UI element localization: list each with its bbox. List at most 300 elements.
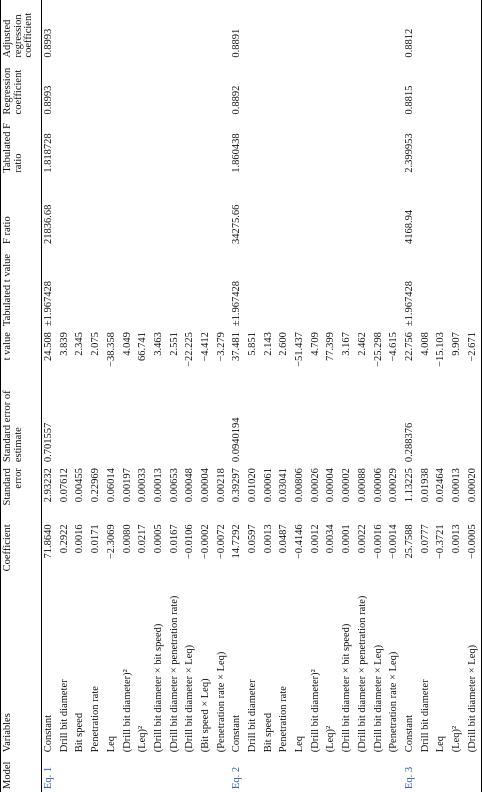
t-value-cell: 22.756 <box>403 332 415 361</box>
f-ratio-cell <box>214 176 230 247</box>
tabulated-t-value-cell <box>120 247 136 329</box>
standard-error-cell: 0.39297 <box>231 468 243 503</box>
tabulated-f-ratio-cell <box>308 117 324 175</box>
t-value-cell: 4.049 <box>121 332 133 356</box>
tabulated-f-ratio-cell <box>434 117 450 175</box>
t-value-cell: 2.600 <box>278 332 290 356</box>
model-cell: Eq. 3 <box>403 766 415 789</box>
table-row <box>120 0 136 792</box>
standard-error-of-estimate-cell <box>245 385 261 465</box>
f-ratio-cell <box>104 176 120 247</box>
coefficient-cell: 0.0001 <box>341 524 353 554</box>
standard-error-of-estimate-cell <box>418 385 434 465</box>
variable-cell: (Drill bit diameter × Leq) <box>372 644 384 753</box>
adjusted-regression-coefficient-cell <box>73 0 89 61</box>
adjusted-regression-coefficient-cell <box>136 0 152 61</box>
tabulated-t-value-cell <box>340 247 356 329</box>
regression-coefficient-cell <box>198 61 214 118</box>
coefficient-cell: 0.0013 <box>262 524 274 554</box>
tabulated-t-value-cell <box>449 247 465 329</box>
variable-cell: Drill bit diameter <box>419 679 431 753</box>
table-row <box>434 0 450 792</box>
coefficient-cell: 0.0013 <box>450 524 462 554</box>
standard-error-of-estimate-cell <box>198 385 214 465</box>
adjusted-regression-coefficient-cell <box>465 0 481 61</box>
f-ratio-cell <box>261 176 277 247</box>
tabulated-f-ratio-cell: 1.818728 <box>43 133 55 173</box>
coefficient-cell: −0.0005 <box>466 524 478 560</box>
adjusted-regression-coefficient-cell <box>214 0 230 61</box>
variable-cell: Leq <box>294 735 306 753</box>
table-row <box>308 0 324 792</box>
standard-error-cell: 2.93232 <box>43 468 55 503</box>
tabulated-t-value-cell <box>277 247 293 329</box>
regression-coefficient-cell <box>308 61 324 118</box>
standard-error-cell: 0.03041 <box>278 468 290 503</box>
standard-error-of-estimate-cell <box>104 385 120 465</box>
table-row <box>214 0 230 792</box>
f-ratio-cell <box>277 176 293 247</box>
standard-error-cell: 0.01938 <box>419 468 431 503</box>
regression-coefficient-cell <box>104 61 120 118</box>
adjusted-regression-coefficient-cell <box>151 0 167 61</box>
coefficient-cell: 0.0005 <box>152 524 164 554</box>
f-ratio-cell <box>198 176 214 247</box>
variable-cell: (Penetration rate × Leq) <box>215 651 227 753</box>
coefficient-cell: 0.0217 <box>137 524 149 554</box>
model-cell <box>387 755 403 792</box>
model-cell <box>418 755 434 792</box>
tabulated-t-value-cell <box>151 247 167 329</box>
tabulated-f-ratio-cell <box>198 117 214 175</box>
t-value-cell: −22.225 <box>184 332 196 367</box>
f-ratio-cell <box>57 176 73 247</box>
standard-error-of-estimate-cell <box>277 385 293 465</box>
table-row <box>465 0 481 792</box>
regression-coefficient-cell: 0.8993 <box>43 85 55 115</box>
f-ratio-cell <box>340 176 356 247</box>
coefficient-cell: 0.0080 <box>121 524 133 554</box>
model-cell <box>104 755 120 792</box>
adjusted-regression-coefficient-cell: 0.8812 <box>403 28 415 58</box>
tabulated-f-ratio-cell: 2.399953 <box>403 133 415 173</box>
standard-error-cell: 0.01020 <box>247 468 259 503</box>
standard-error-cell: 0.00653 <box>168 468 180 503</box>
regression-coefficient-cell <box>418 61 434 118</box>
tabulated-t-value-cell <box>434 247 450 329</box>
t-value-cell: 66.741 <box>137 332 149 361</box>
variable-cell: (Drill bit diameter × Leq) <box>466 644 478 753</box>
coefficient-cell: −0.0016 <box>372 524 384 560</box>
model-cell <box>73 755 89 792</box>
table-row <box>230 0 246 792</box>
f-ratio-cell <box>73 176 89 247</box>
standard-error-of-estimate-cell <box>293 385 309 465</box>
adjusted-regression-coefficient-cell <box>449 0 465 61</box>
variable-cell: Constant <box>403 714 415 753</box>
regression-coefficient-cell <box>89 61 105 118</box>
table-row <box>324 0 340 792</box>
t-value-cell: −2.671 <box>466 332 478 362</box>
tabulated-f-ratio-cell <box>371 117 387 175</box>
variable-cell: (Drill bit diameter × penetration rate) <box>356 595 368 753</box>
tabulated-t-value-cell <box>245 247 261 329</box>
table-row <box>57 0 73 792</box>
t-value-cell: 3.167 <box>341 332 353 356</box>
model-cell <box>151 755 167 792</box>
standard-error-of-estimate-cell <box>261 385 277 465</box>
tabulated-f-ratio-cell <box>57 117 73 175</box>
model-cell <box>308 755 324 792</box>
adjusted-regression-coefficient-cell <box>324 0 340 61</box>
f-ratio-cell <box>245 176 261 247</box>
model-cell <box>120 755 136 792</box>
standard-error-cell: 0.06014 <box>105 468 117 503</box>
adjusted-regression-coefficient-cell <box>89 0 105 61</box>
model-cell <box>261 755 277 792</box>
model-cell <box>57 755 73 792</box>
tabulated-f-ratio-cell <box>151 117 167 175</box>
tabulated-t-value-cell <box>261 247 277 329</box>
coefficient-cell: 0.0016 <box>74 524 86 554</box>
tabulated-t-value-cell <box>89 247 105 329</box>
coefficient-cell: −0.0072 <box>215 524 227 560</box>
standard-error-cell: 0.00002 <box>341 468 353 503</box>
regression-coefficient-cell: 0.8892 <box>231 85 243 115</box>
standard-error-of-estimate-cell <box>449 385 465 465</box>
variable-cell: (Leq)² <box>325 725 337 753</box>
model-cell <box>245 755 261 792</box>
regression-coefficient-cell <box>183 61 199 118</box>
regression-coefficient-cell <box>214 61 230 118</box>
tabulated-f-ratio-cell <box>277 117 293 175</box>
regression-coefficient-cell <box>120 61 136 118</box>
standard-error-cell: 0.00048 <box>184 468 196 503</box>
standard-error-cell: 0.22969 <box>90 468 102 503</box>
model-cell <box>465 755 481 792</box>
f-ratio-cell <box>371 176 387 247</box>
tabulated-f-ratio-cell <box>387 117 403 175</box>
coefficient-cell: −0.4146 <box>294 524 306 560</box>
variable-cell: (Penetration rate × Leq) <box>388 651 400 753</box>
model-cell <box>324 755 340 792</box>
variable-cell: (Drill bit diameter)² <box>309 669 321 753</box>
regression-coefficient-cell <box>167 61 183 118</box>
regression-coefficient-cell <box>245 61 261 118</box>
variable-cell: (Drill bit diameter × Leq) <box>184 644 196 753</box>
header-coefficient: Coefficient <box>2 524 13 572</box>
variable-cell: Constant <box>43 714 55 753</box>
header-row <box>1 0 42 792</box>
f-ratio-cell <box>136 176 152 247</box>
model-cell <box>183 755 199 792</box>
adjusted-regression-coefficient-cell <box>104 0 120 61</box>
standard-error-cell: 0.00455 <box>74 468 86 503</box>
variable-cell: Bit speed <box>74 712 86 753</box>
coefficient-cell: 0.0022 <box>356 524 368 554</box>
header-regression-coefficient: Regression coefficient <box>2 67 24 115</box>
tabulated-t-value-cell <box>387 247 403 329</box>
adjusted-regression-coefficient-cell <box>277 0 293 61</box>
f-ratio-cell <box>151 176 167 247</box>
tabulated-f-ratio-cell <box>261 117 277 175</box>
standard-error-of-estimate-cell <box>57 385 73 465</box>
table-body <box>41 0 481 792</box>
tabulated-t-value-cell: ±1.967428 <box>403 280 415 327</box>
table-row <box>104 0 120 792</box>
regression-coefficient-cell <box>261 61 277 118</box>
variable-cell: (Drill bit diameter)² <box>121 669 133 753</box>
model-cell <box>355 755 371 792</box>
table-row <box>261 0 277 792</box>
standard-error-of-estimate-cell <box>434 385 450 465</box>
coefficient-cell: 0.0171 <box>90 524 102 554</box>
t-value-cell: −51.437 <box>294 332 306 367</box>
model-cell <box>449 755 465 792</box>
tabulated-t-value-cell <box>73 247 89 329</box>
model-cell <box>434 755 450 792</box>
standard-error-cell: 0.00013 <box>152 468 164 503</box>
tabulated-f-ratio-cell <box>167 117 183 175</box>
adjusted-regression-coefficient-cell <box>418 0 434 61</box>
table-row <box>293 0 309 792</box>
table-row <box>355 0 371 792</box>
table-row <box>277 0 293 792</box>
header-t-value: t value <box>2 332 13 361</box>
adjusted-regression-coefficient-cell <box>261 0 277 61</box>
table-row <box>183 0 199 792</box>
t-value-cell: 2.345 <box>74 332 86 356</box>
table-row <box>418 0 434 792</box>
tabulated-t-value-cell <box>104 247 120 329</box>
tabulated-t-value-cell: ±1.967428 <box>43 280 55 327</box>
standard-error-of-estimate-cell <box>387 385 403 465</box>
coefficient-cell: 0.0034 <box>325 524 337 554</box>
model-cell <box>340 755 356 792</box>
adjusted-regression-coefficient-cell <box>245 0 261 61</box>
tabulated-f-ratio-cell <box>136 117 152 175</box>
regression-coefficient-cell <box>371 61 387 118</box>
f-ratio-cell <box>293 176 309 247</box>
tabulated-t-value-cell <box>324 247 340 329</box>
standard-error-cell: 0.07612 <box>58 468 70 503</box>
header-model: Model <box>2 761 13 789</box>
regression-coefficient-cell <box>57 61 73 118</box>
t-value-cell: −38.358 <box>105 332 117 367</box>
t-value-cell: 3.463 <box>152 332 164 356</box>
t-value-cell: 2.462 <box>356 332 368 356</box>
tabulated-f-ratio-cell <box>73 117 89 175</box>
standard-error-cell: 1.13225 <box>403 468 415 503</box>
adjusted-regression-coefficient-cell <box>183 0 199 61</box>
t-value-cell: −3.279 <box>215 332 227 362</box>
adjusted-regression-coefficient-cell <box>293 0 309 61</box>
variable-cell: (Leq)² <box>450 725 462 753</box>
t-value-cell: 5.851 <box>247 332 259 356</box>
t-value-cell: 2.143 <box>262 332 274 356</box>
coefficient-cell: 0.0012 <box>309 524 321 554</box>
header-standard-error-of-estimate: Standard error of estimate <box>2 390 24 463</box>
adjusted-regression-coefficient-cell <box>120 0 136 61</box>
f-ratio-cell <box>89 176 105 247</box>
table-row <box>136 0 152 792</box>
coefficient-cell: −0.3721 <box>435 524 447 560</box>
tabulated-t-value-cell <box>167 247 183 329</box>
standard-error-cell: 0.00013 <box>450 468 462 503</box>
f-ratio-cell <box>355 176 371 247</box>
variable-cell: (Bit speed × Leq) <box>199 678 211 753</box>
tabulated-t-value-cell <box>214 247 230 329</box>
t-value-cell: 2.551 <box>168 332 180 356</box>
coefficient-cell: 71.8640 <box>43 524 55 559</box>
model-cell <box>136 755 152 792</box>
tabulated-t-value-cell <box>465 247 481 329</box>
f-ratio-cell <box>465 176 481 247</box>
t-value-cell: 3.839 <box>58 332 70 356</box>
adjusted-regression-coefficient-cell <box>167 0 183 61</box>
table-row <box>41 0 57 792</box>
standard-error-cell: 0.00004 <box>325 468 337 503</box>
tabulated-t-value-cell <box>418 247 434 329</box>
tabulated-f-ratio-cell <box>355 117 371 175</box>
standard-error-of-estimate-cell <box>73 385 89 465</box>
f-ratio-cell <box>308 176 324 247</box>
f-ratio-cell <box>120 176 136 247</box>
coefficient-cell: 0.0597 <box>247 524 259 554</box>
regression-coefficient-cell: 0.8815 <box>403 85 415 115</box>
variable-cell: Leq <box>435 735 447 753</box>
f-ratio-cell <box>418 176 434 247</box>
regression-coefficient-cell <box>387 61 403 118</box>
tabulated-t-value-cell <box>57 247 73 329</box>
regression-coefficient-cell <box>324 61 340 118</box>
t-value-cell: 24.508 <box>43 332 55 361</box>
standard-error-of-estimate-cell <box>214 385 230 465</box>
model-cell: Eq. 1 <box>43 766 55 789</box>
table-row <box>151 0 167 792</box>
header-f-ratio: F ratio <box>2 216 13 245</box>
standard-error-cell: 0.00020 <box>466 468 478 503</box>
adjusted-regression-coefficient-cell: 0.8993 <box>43 28 55 58</box>
standard-error-cell: 0.00029 <box>388 468 400 503</box>
f-ratio-cell <box>167 176 183 247</box>
coefficient-cell: −0.0014 <box>388 524 400 560</box>
tabulated-f-ratio-cell <box>245 117 261 175</box>
table-row <box>387 0 403 792</box>
table-row <box>449 0 465 792</box>
model-cell: Eq. 2 <box>231 766 243 789</box>
variable-cell: Leq <box>105 735 117 753</box>
adjusted-regression-coefficient-cell <box>340 0 356 61</box>
tabulated-t-value-cell <box>371 247 387 329</box>
tabulated-f-ratio-cell <box>449 117 465 175</box>
standard-error-cell: 0.00006 <box>372 468 384 503</box>
adjusted-regression-coefficient-cell <box>308 0 324 61</box>
t-value-cell: 77.399 <box>325 332 337 361</box>
variable-cell: (Drill bit diameter × bit speed) <box>341 623 353 753</box>
t-value-cell: −15.103 <box>435 332 447 367</box>
standard-error-of-estimate-cell <box>136 385 152 465</box>
f-ratio-cell <box>324 176 340 247</box>
regression-coefficient-cell <box>73 61 89 118</box>
standard-error-of-estimate-cell: 0.288376 <box>403 422 415 463</box>
variable-cell: Bit speed <box>262 712 274 753</box>
t-value-cell: 9.907 <box>450 332 462 356</box>
variable-cell: Penetration rate <box>278 686 290 753</box>
tabulated-f-ratio-cell <box>89 117 105 175</box>
standard-error-cell: 0.00004 <box>199 468 211 503</box>
standard-error-of-estimate-cell: 0.0940194 <box>231 417 243 463</box>
f-ratio-cell: 4168.94 <box>403 209 415 245</box>
f-ratio-cell <box>183 176 199 247</box>
header-tabulated-t-value: Tabulated t value <box>2 253 13 327</box>
adjusted-regression-coefficient-cell <box>57 0 73 61</box>
t-value-cell: −25.298 <box>372 332 384 367</box>
regression-coefficient-cell <box>293 61 309 118</box>
regression-coefficient-cell <box>434 61 450 118</box>
tabulated-f-ratio-cell <box>183 117 199 175</box>
f-ratio-cell: 34275.66 <box>231 204 243 245</box>
variable-cell: Drill bit diameter <box>58 679 70 753</box>
table-row <box>167 0 183 792</box>
variable-cell: (Drill bit diameter × penetration rate) <box>168 595 180 753</box>
tabulated-f-ratio-cell <box>214 117 230 175</box>
table-row <box>245 0 261 792</box>
standard-error-of-estimate-cell <box>151 385 167 465</box>
coefficient-cell: 14.7292 <box>231 524 243 559</box>
model-cell <box>277 755 293 792</box>
table-row <box>371 0 387 792</box>
coefficient-cell: 0.0167 <box>168 524 180 554</box>
t-value-cell: 4.008 <box>419 332 431 356</box>
f-ratio-cell <box>449 176 465 247</box>
tabulated-t-value-cell <box>308 247 324 329</box>
tabulated-f-ratio-cell <box>465 117 481 175</box>
tabulated-f-ratio-cell <box>324 117 340 175</box>
standard-error-of-estimate-cell <box>324 385 340 465</box>
t-value-cell: −4.615 <box>388 332 400 362</box>
adjusted-regression-coefficient-cell <box>198 0 214 61</box>
variable-cell: Drill bit diameter <box>247 679 259 753</box>
standard-error-of-estimate-cell <box>120 385 136 465</box>
tabulated-t-value-cell: ±1.967428 <box>231 280 243 327</box>
standard-error-cell: 0.02464 <box>435 468 447 503</box>
model-cell <box>293 755 309 792</box>
standard-error-of-estimate-cell: 0.701557 <box>43 422 55 463</box>
coefficient-cell: 25.7588 <box>403 524 415 559</box>
standard-error-of-estimate-cell <box>355 385 371 465</box>
adjusted-regression-coefficient-cell <box>371 0 387 61</box>
regression-coefficient-cell <box>151 61 167 118</box>
standard-error-cell: 0.00218 <box>215 468 227 503</box>
tabulated-f-ratio-cell <box>293 117 309 175</box>
tabulated-f-ratio-cell <box>120 117 136 175</box>
standard-error-of-estimate-cell <box>89 385 105 465</box>
header-standard-error: Standard error <box>2 468 24 506</box>
regression-coefficient-cell <box>355 61 371 118</box>
tabulated-t-value-cell <box>183 247 199 329</box>
standard-error-of-estimate-cell <box>371 385 387 465</box>
tabulated-t-value-cell <box>293 247 309 329</box>
variable-cell: Penetration rate <box>90 686 102 753</box>
model-cell <box>214 755 230 792</box>
variable-cell: (Leq)² <box>137 725 149 753</box>
regression-coefficient-cell <box>340 61 356 118</box>
header-adjusted-regression-coefficient: Adjusted regression coefficient <box>2 12 34 58</box>
table-row <box>340 0 356 792</box>
coefficient-cell: −0.0002 <box>199 524 211 560</box>
standard-error-cell: 0.00806 <box>294 468 306 503</box>
